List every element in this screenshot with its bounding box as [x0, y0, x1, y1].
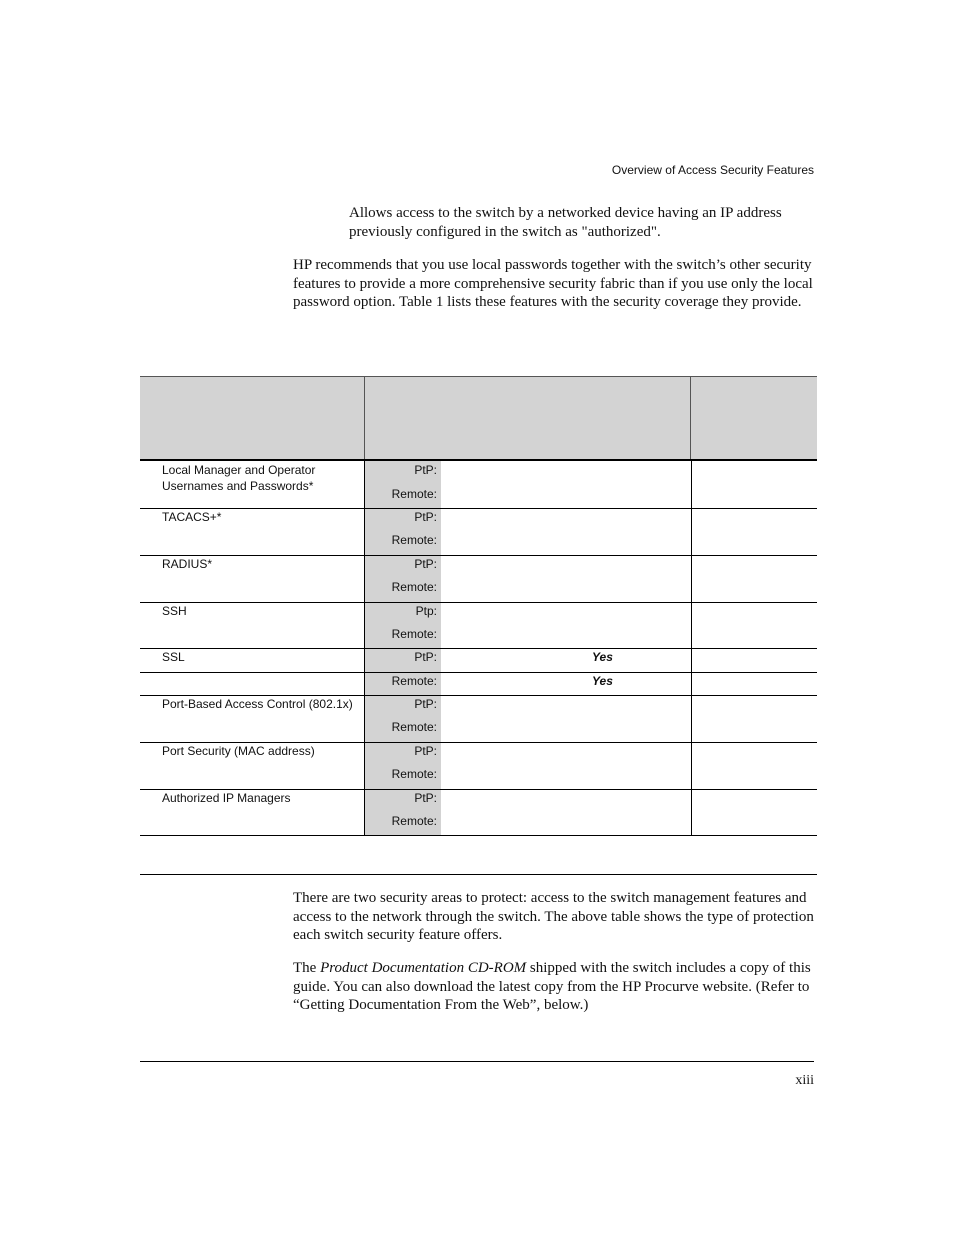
table-row-feature: RADIUS* — [162, 557, 213, 571]
table-row-feature: Port-Based Access Control (802.1x) — [162, 697, 353, 711]
table-header — [140, 376, 817, 461]
para4-pre: The — [293, 960, 321, 976]
remote-label: Remote: — [391, 487, 437, 501]
table-row-feature: Port Security (MAC address) — [162, 744, 315, 758]
table-row-feature: SSL — [162, 650, 185, 664]
remote-label: Remote: — [391, 767, 437, 781]
ptp-label: PtP: — [414, 510, 437, 524]
ptp-label: Ptp: — [415, 604, 437, 618]
intro-paragraph-1: Allows access to the switch by a networked device having an IP address previously configured in the switch as "authorized". — [349, 205, 782, 240]
body-paragraph-3: There are two security areas to protect: access to the switch management features and access to the network through the switch. The above table shows the type of protection each switch security feature offers. — [293, 890, 814, 943]
table-row-feature: Local Manager and Operator Usernames and Passwords* — [162, 463, 316, 493]
table-row-feature: SSH — [162, 604, 187, 618]
table-row-feature: Authorized IP Managers — [162, 791, 291, 805]
intro-paragraph-2: HP recommends that you use local passwords together with the switch’s other security features to provide a more comprehensive security fabric than if you use only the local password option. Table 1 lists these features with the security coverage they provide. — [293, 257, 813, 310]
ptp-label: PtP: — [414, 650, 437, 664]
ptp-label: PtP: — [414, 463, 437, 477]
remote-label: Remote: — [391, 580, 437, 594]
remote-label: Remote: — [391, 720, 437, 734]
ptp-value: Yes — [592, 650, 613, 664]
ptp-label: PtP: — [414, 557, 437, 571]
table-row-feature: TACACS+* — [162, 510, 222, 524]
remote-label: Remote: — [391, 627, 437, 641]
footer-rule — [140, 1061, 814, 1062]
remote-value: Yes — [592, 674, 613, 688]
remote-label: Remote: — [391, 674, 437, 688]
ptp-label: PtP: — [414, 744, 437, 758]
ptp-label: PtP: — [414, 697, 437, 711]
running-head: Overview of Access Security Features — [611, 163, 814, 177]
body-paragraph-4 — [293, 959, 815, 1015]
page-number: xiii — [795, 1073, 814, 1088]
cd-rom-title: Product Documentation CD-ROM — [320, 960, 527, 976]
remote-label: Remote: — [391, 814, 437, 828]
para4-post: shipped with the switch includes a copy of this guide. You can also download the latest copy from the HP Procurve website. (Refer to “Getting Documentation From the Web”, below.) — [293, 960, 811, 1013]
security-features-table — [140, 376, 817, 828]
remote-label: Remote: — [391, 533, 437, 547]
ptp-label: PtP: — [414, 791, 437, 805]
